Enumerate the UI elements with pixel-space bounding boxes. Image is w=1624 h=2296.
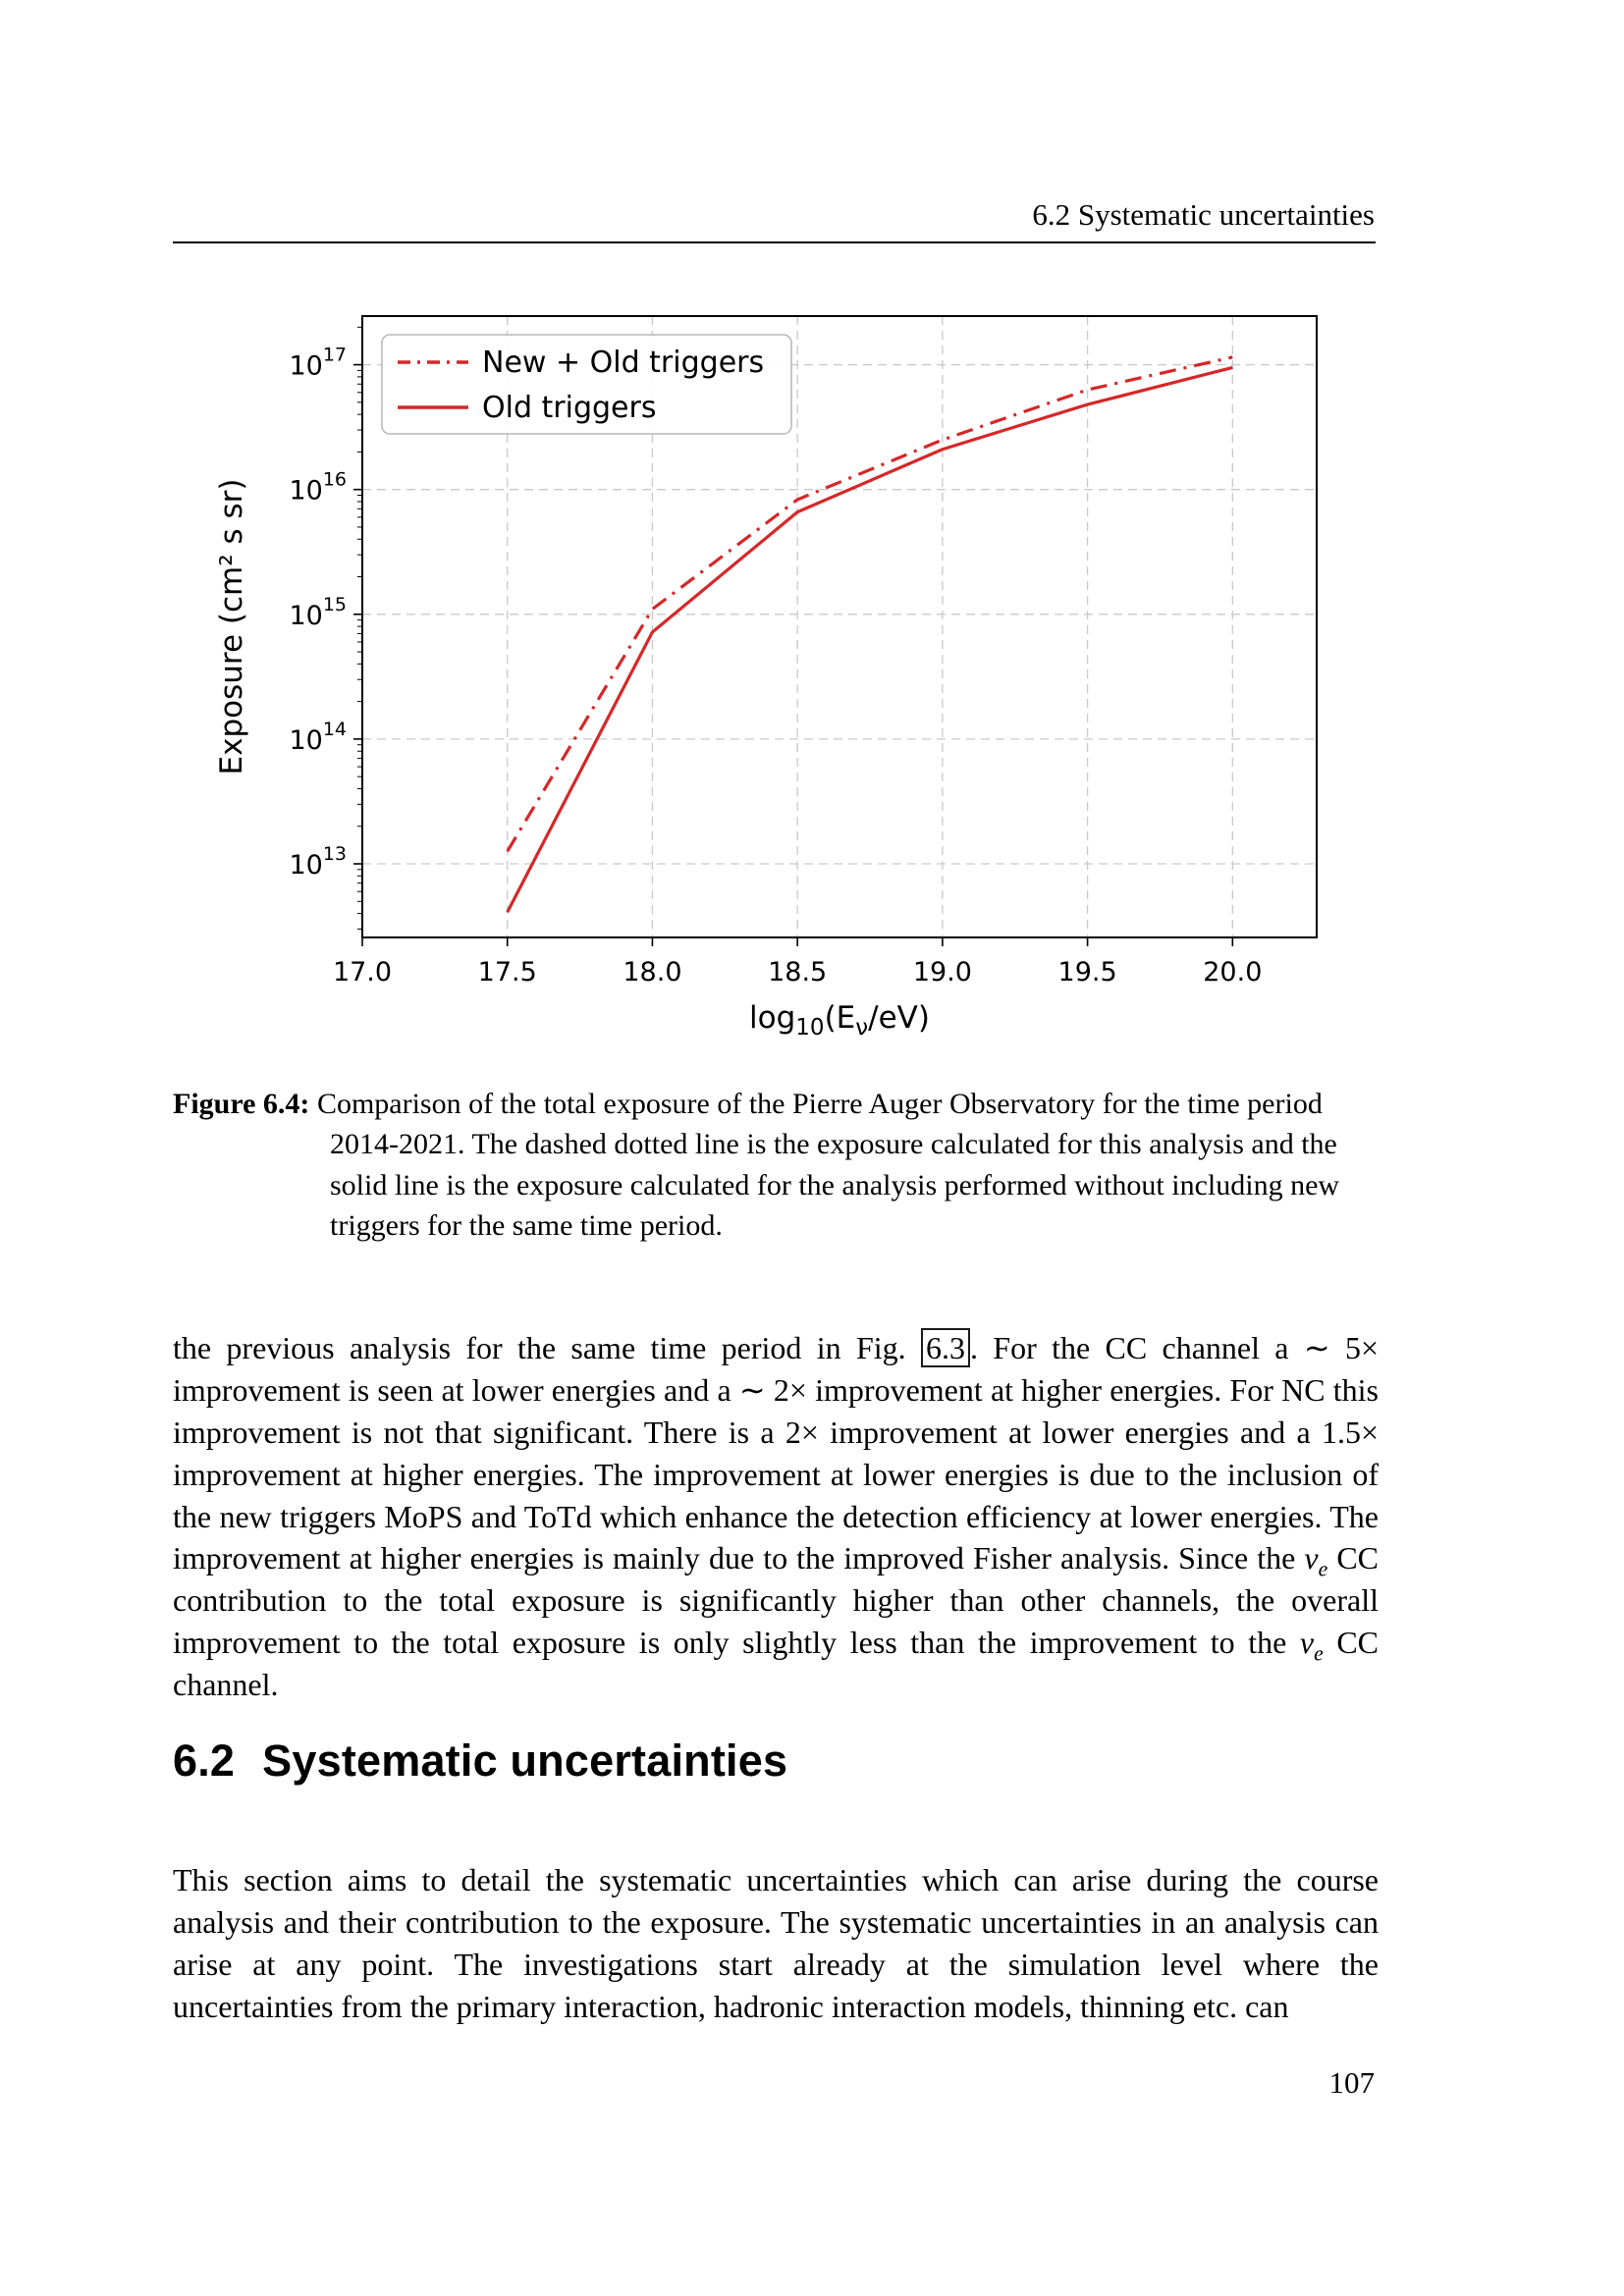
x-tick-label: 18.5 (768, 957, 828, 988)
figure-caption-label: Figure 6.4: (173, 1088, 310, 1120)
x-tick-label: 20.0 (1203, 957, 1263, 988)
x-tick-label: 19.0 (912, 957, 972, 988)
section-heading (173, 1735, 787, 1787)
x-tick-label: 17.5 (477, 957, 537, 988)
y-tick-label: $10^{15}$ (289, 593, 347, 631)
running-header: 6.2 Systematic uncertainties (1032, 197, 1375, 232)
legend-label-1: Old triggers (482, 391, 657, 425)
exposure-chart (147, 291, 1384, 1066)
legend-label-0: New + Old triggers (482, 346, 765, 380)
figure-6-4 (147, 291, 1384, 1066)
header-rule (173, 241, 1376, 243)
page-number: 107 (1328, 2065, 1375, 2100)
figure-ref-link[interactable]: 6.3 (921, 1328, 970, 1367)
y-tick-label: $10^{16}$ (289, 468, 347, 507)
y-tick-label: $10^{13}$ (289, 843, 347, 881)
x-tick-label: 19.5 (1057, 957, 1117, 988)
body-paragraph-1: the previous analysis for the same time period in Fig. 6.3 . For the CC channel a ∼ 5× improvement is seen at lower energies and a ∼ 2× improvement at higher energies. For NC this improvement is not that significant. There is a 2× improvement at lower energies and a 1.5× improvement at higher energies. The improvement at lower energies is due to the inclusion of the new triggers MoPS and ToTd which enhance the detection efficiency at lower energies. The improvement at higher energies is mainly due to the improved Fisher analysis. Since the $\nu_e$ CC contribution to the total exposure is significantly higher than other channels, the overall improvement to the total exposure is only slightly less than the improvement to the $\nu_e$ CC channel. (173, 1330, 1380, 1702)
x-axis-label: $\log_{10}(E_\nu/eV)$ (749, 1000, 930, 1041)
section-title: Systematic uncertainties (262, 1735, 788, 1786)
figure-caption-text: Comparison of the total exposure of the Pierre Auger Observatory for the time period 2014-2021. The dashed dotted line is the exposure calculated for this analysis and the solid line is the exposure calculated for the analysis performed without including new triggers for the same time period. (309, 1088, 1340, 1243)
body-paragraph-2: This section aims to detail the systematic uncertainties which can arise during the course analysis and their contribution to the exposure. The systematic uncertainties in an analysis can arise at any point. The investigations start already at the simulation level where the uncertainties from the primary interaction, hadronic interaction models, thinning etc. can (173, 1862, 1379, 2024)
y-axis-label: Exposure (cm² s sr) (214, 478, 249, 775)
x-tick-label: 17.0 (332, 957, 393, 988)
series-1 (508, 367, 1233, 912)
section-number: 6.2 (173, 1735, 236, 1786)
figure-caption (173, 1084, 1382, 1247)
y-tick-label: $10^{14}$ (289, 718, 347, 756)
chart-legend (382, 335, 791, 434)
y-tick-label: $10^{17}$ (289, 344, 347, 382)
x-tick-label: 18.0 (623, 957, 682, 988)
